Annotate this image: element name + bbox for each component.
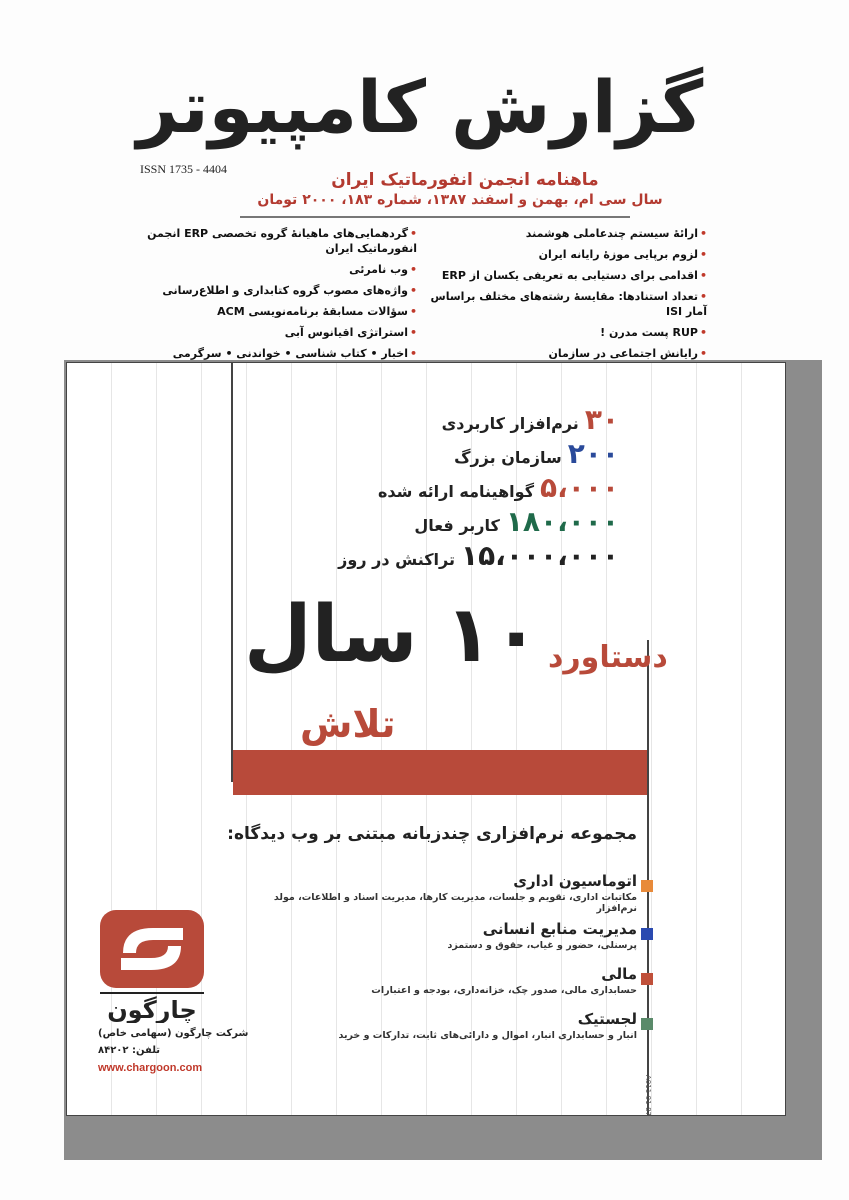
stat-number: ۱۵،۰۰۰،۰۰۰: [461, 539, 619, 572]
contents-item: [422, 226, 707, 241]
stat-number: ۲۰۰: [567, 437, 619, 470]
headline-word-2: تلاش: [300, 702, 396, 746]
stat-number: ۵،۰۰۰: [540, 471, 619, 504]
module-title: لجستیک: [577, 1010, 637, 1028]
divider: [231, 362, 233, 782]
stat-label: گواهینامه ارائه شده: [377, 482, 534, 501]
bullet-icon: •: [409, 227, 417, 240]
stat-number: ۱۸۰،۰۰۰: [505, 505, 619, 538]
divider: [647, 640, 649, 1116]
bullet-icon: •: [699, 326, 707, 339]
module-item: [237, 872, 637, 914]
module-description: پرسنلی، حضور و غیاب، حقوق و دستمزد: [447, 940, 637, 951]
stat-item: [338, 505, 619, 539]
contents-item-text: RUP پست مدرن !: [600, 326, 698, 339]
module-title: اتوماسیون اداری: [513, 872, 637, 890]
website-link[interactable]: www.chargoon.com: [98, 1062, 203, 1074]
ad-code: A011-01-87: [644, 1075, 652, 1117]
module-square-icon: [641, 928, 653, 940]
module-title: مدیریت منابع انسانی: [482, 920, 637, 938]
stat-label: سازمان بزرگ: [454, 448, 562, 467]
contents-item: [422, 325, 707, 340]
stats-list: [338, 403, 619, 573]
contents-item: [422, 247, 707, 262]
bullet-icon: •: [699, 227, 707, 240]
contents-item: [422, 268, 707, 283]
contents-item-text: رایانش اجتماعی در سازمان: [548, 347, 698, 360]
phone-label: تلفن:: [132, 1045, 161, 1056]
contents-item-text: سؤالات مسابقهٔ برنامه‌نویسی ACM: [217, 305, 408, 318]
stat-item: [338, 403, 619, 437]
contents-item-text: استراتژی اقیانوس آبی: [284, 326, 408, 339]
bullet-icon: •: [699, 290, 707, 303]
phone: [98, 1045, 160, 1056]
module-item: [371, 965, 637, 996]
stat-label: تراکنش در روز: [338, 550, 455, 569]
contents-item-text: گردهمایی‌های ماهیانهٔ گروه تخصصی ERP انجمن انفورماتیک ایران: [147, 227, 417, 255]
stat-number: ۳۰: [584, 403, 619, 436]
contents-item-text: تعداد استنادها: مقایسهٔ رشته‌های مختلف براساس آمار ISI: [430, 290, 707, 318]
phone-number: ۸۴۲۰۲: [98, 1045, 129, 1056]
subtitle: ماهنامه انجمن انفورماتیک ایران: [331, 170, 599, 190]
chargoon-logo: [98, 908, 208, 1023]
bullet-icon: •: [699, 248, 707, 261]
bullet-icon: •: [409, 326, 417, 339]
module-square-icon: [641, 973, 653, 985]
contents-item-text: اقدامی برای دستیابی به تعریفی یکسان از ERP: [441, 269, 698, 282]
bullet-icon: •: [699, 347, 707, 360]
contents-item: [132, 325, 417, 340]
contents-item: [132, 304, 417, 319]
company-name: شرکت چارگون (سهامی خاص): [98, 1028, 249, 1039]
issn: ISSN 1735 - 4404: [140, 162, 228, 176]
contents-item-text: وب نامرئی: [349, 263, 408, 276]
module-description: مکاتبات اداری، تقویم و جلسات، مدیریت کارها، مدیریت اسناد و اطلاعات، مولد نرم‌افزار: [273, 892, 637, 914]
magazine-title: گزارش کامپیوتر: [136, 65, 704, 149]
red-band: [233, 750, 647, 795]
svg-text:چارگون: چارگون: [107, 996, 197, 1023]
module-item: [338, 1010, 637, 1041]
bullet-icon: •: [409, 263, 417, 276]
contents-item-text: ارائهٔ سیستم چندعاملی هوشمند: [525, 227, 698, 240]
contents-item: [422, 346, 707, 361]
issue-info: سال سی ام، بهمن و اسفند ۱۳۸۷، شماره ۱۸۳، ۲۰۰۰ تومان: [257, 192, 663, 208]
module-square-icon: [641, 880, 653, 892]
bullet-icon: •: [699, 269, 707, 282]
contents-item-text: اخبار • کتاب شناسی • خواندنی • سرگرمی: [172, 347, 408, 360]
contents-item: [422, 289, 707, 319]
contents-item-text: لزوم برپایی موزهٔ رایانه ایران: [538, 248, 698, 261]
contents-item: [132, 346, 417, 361]
stat-label: کاربر فعال: [414, 516, 500, 535]
contents-item: [132, 226, 417, 256]
headline-word: دستاورد: [548, 640, 668, 675]
contents-left: [132, 226, 417, 367]
stat-item: [338, 539, 619, 573]
module-square-icon: [641, 1018, 653, 1030]
stat-item: [338, 437, 619, 471]
bullet-icon: •: [409, 284, 417, 297]
stat-item: [338, 471, 619, 505]
module-description: حسابداری مالی، صدور چک، خزانه‌داری، بودجه و اعتبارات: [371, 985, 637, 996]
suite-title: مجموعه نرم‌افزاری چندزبانه مبتنی بر وب دیدگاه:: [227, 824, 637, 844]
contents-item-text: واژه‌های مصوب گروه کتابداری و اطلاع‌رسانی: [162, 284, 408, 297]
module-description: انبار و حسابداری انبار، اموال و دارائی‌های ثابت، تدارکات و خرید: [338, 1030, 637, 1041]
contents-right: [422, 226, 707, 367]
stat-label: نرم‌افزار کاربردی: [441, 414, 579, 433]
divider: [240, 216, 630, 218]
bullet-icon: •: [409, 305, 417, 318]
headline-year: ۱۰ سال: [243, 590, 540, 680]
contents-item: [132, 262, 417, 277]
contents-item: [132, 283, 417, 298]
module-title: مالی: [601, 965, 637, 983]
bullet-icon: •: [409, 347, 417, 360]
module-item: [447, 920, 637, 951]
